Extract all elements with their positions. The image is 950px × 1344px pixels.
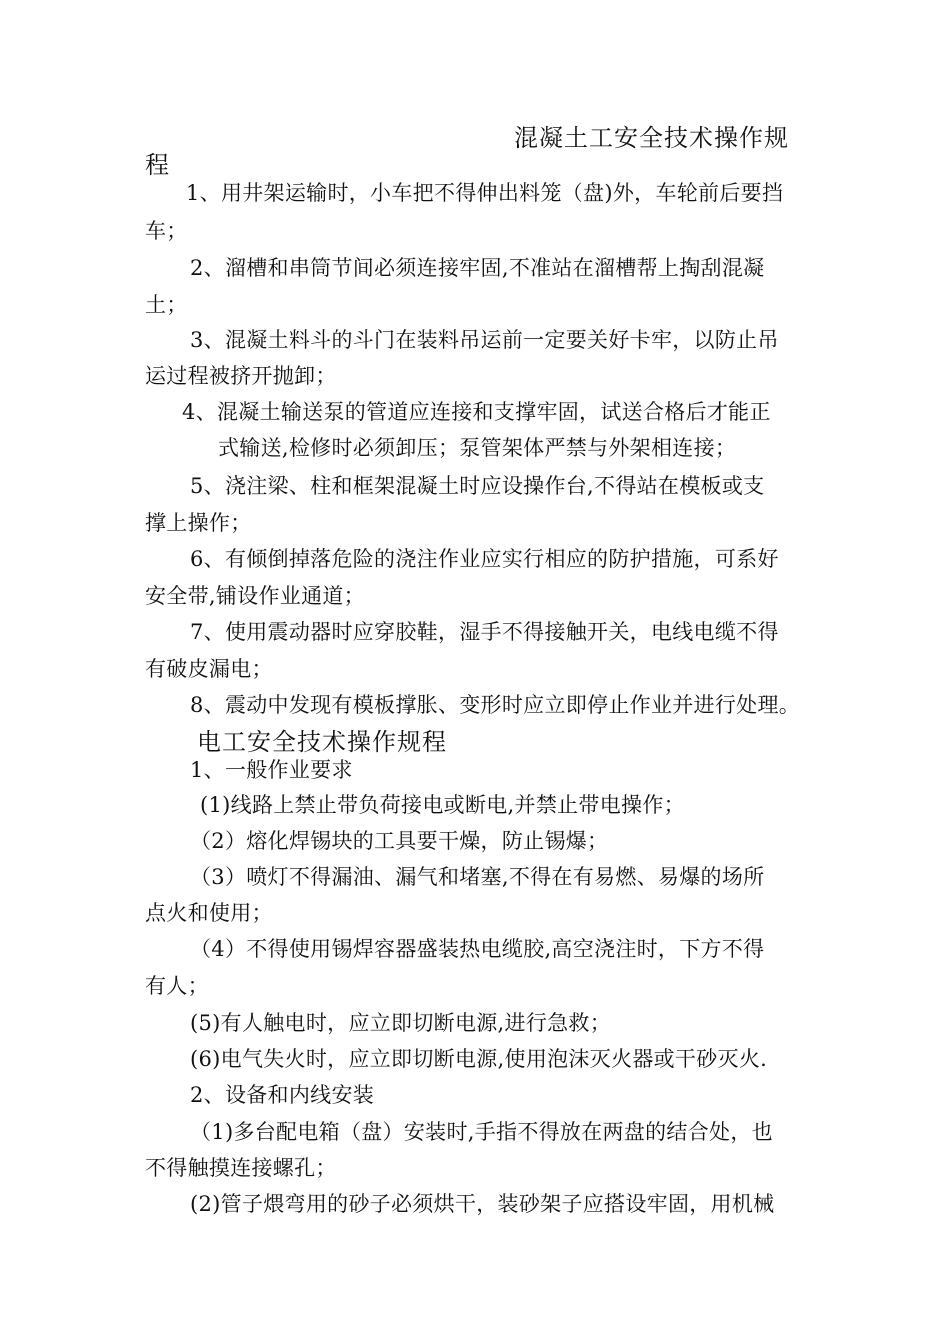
elec-2-item-1-line1: （1)多台配电箱（盘）安装时,手指不得放在两盘的结合处，也 (190, 1120, 773, 1144)
concrete-item-3-line1: 3、混凝土料斗的斗门在装料吊运前一定要关好卡牢，以防止吊 (190, 328, 779, 352)
elec-1-item-1: (1)线路上禁止带负荷接电或断电,并禁止带电操作； (200, 793, 685, 817)
concrete-item-2-line1: 2、溜槽和串筒节间必须连接牢固,不准站在溜槽帮上掏刮混凝 (190, 256, 765, 280)
elec-section-2: 2、设备和内线安装 (190, 1083, 375, 1107)
concrete-item-2-line2: 土； (145, 293, 188, 317)
elec-section-1: 1、一般作业要求 (190, 758, 353, 782)
elec-1-item-2: （2）熔化焊锡块的工具要干燥，防止锡爆； (190, 829, 609, 853)
concrete-title-line1: 混凝土工安全技术操作规 (514, 124, 789, 152)
concrete-item-5-line1: 5、浇注梁、柱和框架混凝土时应设操作台,不得站在模板或支 (190, 474, 765, 498)
elec-1-item-6: (6)电气失火时，应立即切断电源,使用泡沫灭火器或干砂灭火. (190, 1047, 768, 1071)
concrete-item-1-line1: 1、用井架运输时，小车把不得伸出料笼（盘)外，车轮前后要挡 (186, 181, 784, 205)
elec-1-item-3-line1: （3）喷灯不得漏油、漏气和堵塞,不得在有易燃、易爆的场所 (190, 865, 765, 889)
concrete-item-6-line1: 6、有倾倒掉落危险的浇注作业应实行相应的防护措施，可系好 (190, 547, 779, 571)
concrete-item-8: 8、震动中发现有模板撑胀、变形时应立即停止作业并进行处理。 (190, 693, 801, 717)
concrete-item-7-line1: 7、使用震动器时应穿胶鞋，湿手不得接触开关，电线电缆不得 (190, 620, 779, 644)
concrete-item-5-line2: 撑上操作； (145, 511, 252, 535)
elec-1-item-3-line2: 点火和使用； (145, 901, 273, 925)
concrete-title-line2: 程 (145, 151, 170, 179)
concrete-item-6-line2: 安全带,铺设作业通道； (145, 584, 365, 608)
concrete-item-4-line1: 4、混凝土输送泵的管道应连接和支撑牢固，试送合格后才能正 (182, 400, 771, 424)
elec-1-item-5: (5)有人触电时，应立即切断电源,进行急救； (190, 1011, 612, 1035)
concrete-item-7-line2: 有破皮漏电； (145, 657, 273, 681)
elec-2-item-1-line2: 不得触摸连接螺孔； (145, 1156, 337, 1180)
electrician-title: 电工安全技术操作规程 (197, 728, 447, 756)
elec-2-item-2: (2)管子煨弯用的砂子必须烘干，装砂架子应搭设牢固，用机械 (190, 1192, 775, 1216)
concrete-item-1-line2: 车； (145, 219, 188, 243)
concrete-item-4-line2: 式输送,检修时必须卸压；泵管架体严禁与外架相连接； (218, 436, 737, 460)
elec-1-item-4-line1: （4）不得使用锡焊容器盛装热电缆胶,高空浇注时，下方不得 (190, 937, 765, 961)
concrete-item-3-line2: 运过程被挤开抛卸； (145, 364, 337, 388)
elec-1-item-4-line2: 有人； (145, 974, 209, 998)
